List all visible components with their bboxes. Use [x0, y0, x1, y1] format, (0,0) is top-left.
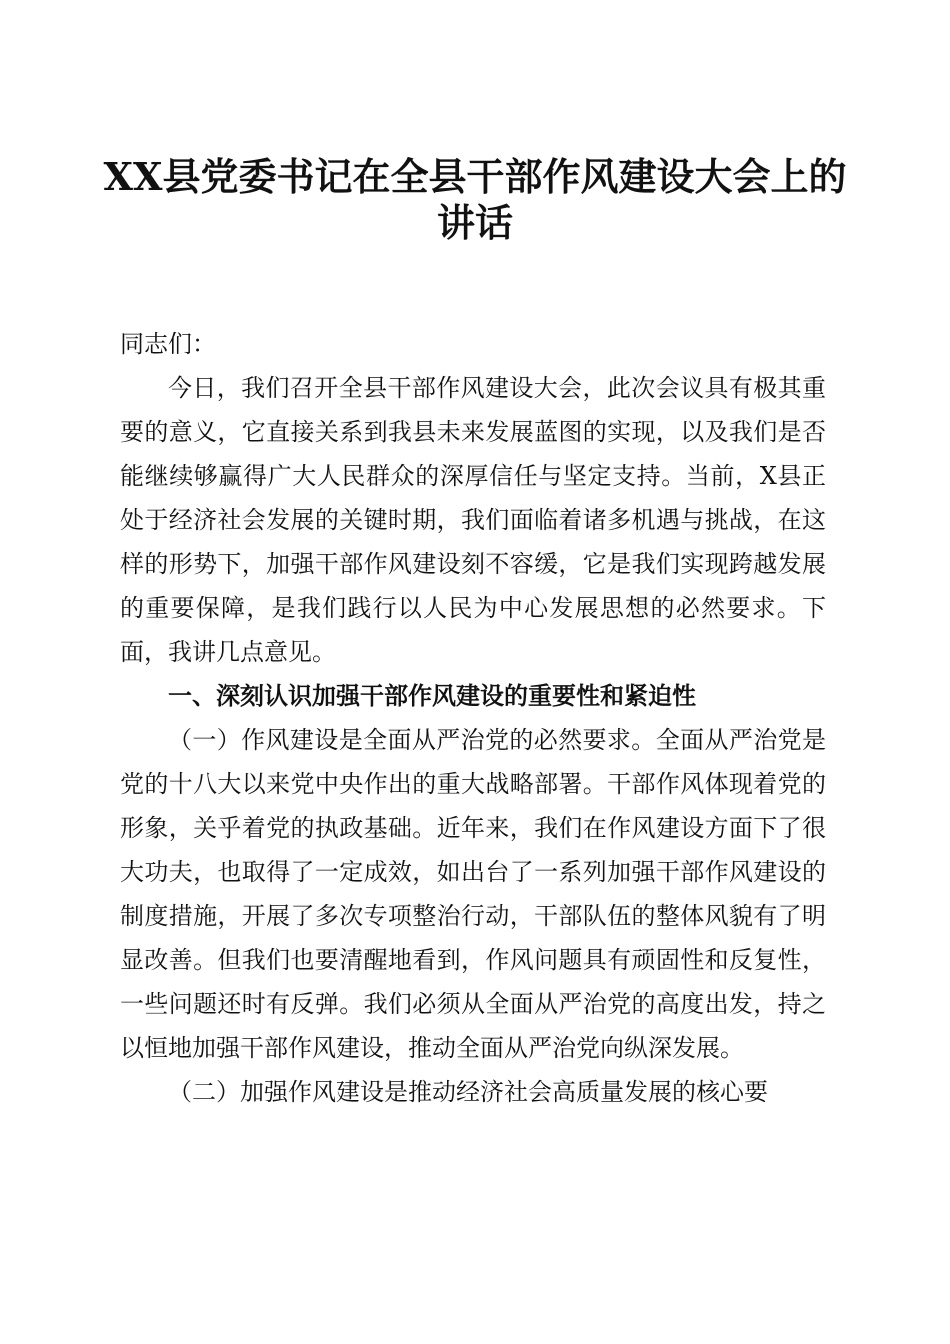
paragraph-intro: 今日，我们召开全县干部作风建设大会，此次会议具有极其重要的意义，它直接关系到我县未来发展蓝图的实现，以及我们是否能继续够赢得广大人民群众的深厚信任与坚定支持。当前，X县正处于经济社会发展的关键时期，我们面临着诸多机遇与挑战，在这样的形势下，加强干部作风建设刻不容缓，它是我们实现跨越发展的重要保障，是我们践行以人民为中心发展思想的必然要求。下面，我讲几点意见。 [120, 374, 826, 666]
paragraph-subsection-2: （二）加强作风建设是推动经济社会高质量发展的核心要 [168, 1078, 768, 1106]
document-title: XX县党委书记在全县干部作风建设大会上的讲话 [103, 154, 847, 245]
greeting: 同志们： [120, 330, 216, 358]
section-heading-1: 一、深刻认识加强干部作风建设的重要性和紧迫性 [168, 682, 696, 710]
paragraph-subsection-1: （一）作风建设是全面从严治党的必然要求。全面从严治党是党的十八大以来党中央作出的重大战略部署。干部作风体现着党的形象，关乎着党的执政基础。近年来，我们在作风建设方面下了很大功夫，也取得了一定成效，如出台了一系列加强干部作风建设的制度措施，开展了多次专项整治行动，干部队伍的整体风貌有了明显改善。但我们也要清醒地看到，作风问题具有顽固性和反复性，一些问题还时有反弹。我们必须从全面从严治党的高度出发，持之以恒地加强干部作风建设，推动全面从严治党向纵深发展。 [120, 726, 826, 1062]
document-body [120, 322, 826, 1114]
